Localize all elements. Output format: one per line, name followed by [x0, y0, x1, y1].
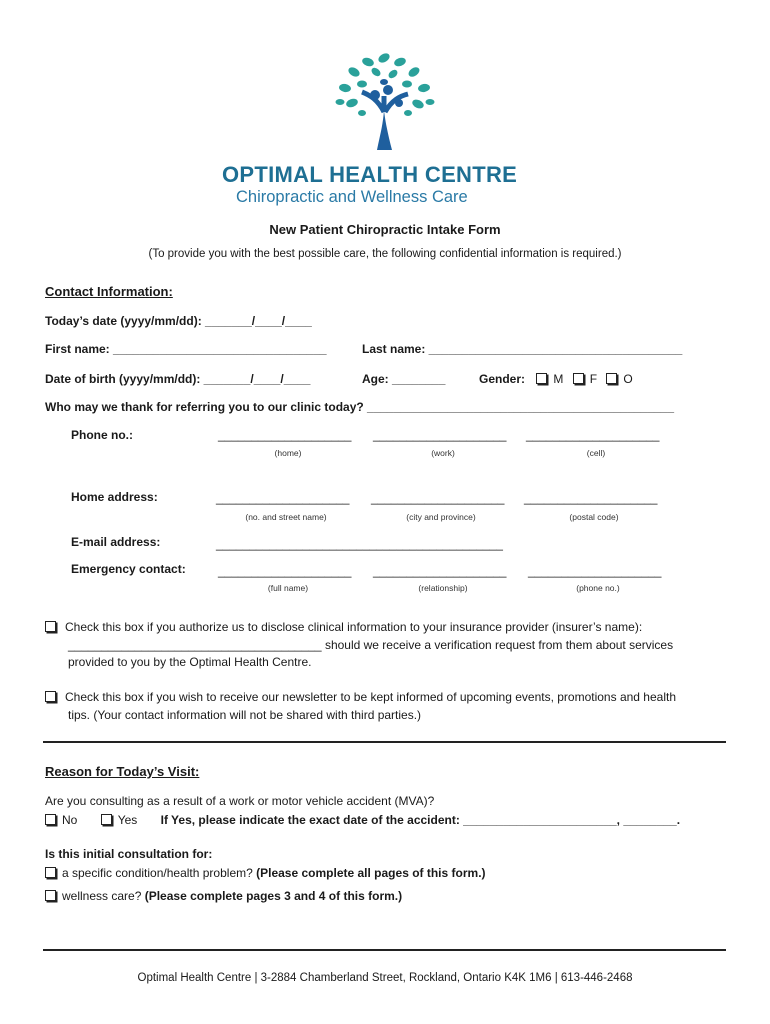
caption-postal: (postal code) [569, 512, 619, 522]
referral-field[interactable]: Who may we thank for referring you to our clinic today? ______________________________________________ [45, 400, 675, 414]
dob-field[interactable]: Date of birth (yyyy/mm/dd): _______/____/____ [45, 372, 311, 386]
checkbox-icon[interactable] [536, 373, 547, 384]
checkbox-icon[interactable] [45, 814, 56, 825]
checkbox-icon[interactable] [101, 814, 112, 825]
caption-work: (work) [431, 448, 455, 458]
option-wellness-care[interactable]: wellness care? (Please complete pages 3 and 4 of this form.) [45, 889, 402, 903]
todays-date-field[interactable]: Today’s date (yyyy/mm/dd): _______/____/____ [45, 314, 312, 328]
checkbox-icon[interactable] [45, 867, 56, 878]
newsletter-consent-text: Check this box if you wish to receive our newsletter to be kept informed of upcoming events, promotions and health [65, 690, 676, 704]
caption-cell: (cell) [586, 448, 606, 458]
first-name-field[interactable]: First name: ________________________________ [45, 342, 327, 356]
email-label: E-mail address: [71, 535, 161, 549]
mva-answer-row [45, 813, 680, 827]
gender-field [479, 372, 633, 386]
address-postal-field[interactable]: ____________________ [524, 491, 658, 505]
newsletter-consent [45, 689, 676, 724]
caption-relationship: (relationship) [418, 583, 468, 593]
caption-emergency-phone: (phone no.) [576, 583, 620, 593]
insurance-consent-text: Check this box if you authorize us to disclose clinical information to your insurance provider (insurer’s name): [65, 620, 643, 634]
initial-consult-heading: Is this initial consultation for: [45, 847, 213, 861]
checkbox-icon[interactable] [573, 373, 584, 384]
phone-cell-field[interactable]: ____________________ [526, 428, 660, 442]
checkbox-icon[interactable] [45, 890, 56, 901]
phone-label: Phone no.: [71, 428, 133, 442]
brand-name: OPTIMAL HEALTH CENTRE [222, 162, 518, 187]
address-street-field[interactable]: ____________________ [216, 491, 350, 505]
insurer-name-field[interactable]: ______________________________________ should we receive a verification request from them about services [68, 637, 674, 652]
emergency-phone-field[interactable]: ____________________ [528, 564, 662, 578]
address-city-field[interactable]: ____________________ [371, 491, 505, 505]
gender-option-m[interactable]: M [536, 372, 569, 386]
option-specific-condition[interactable]: a specific condition/health problem? (Please complete all pages of this form.) [45, 866, 486, 880]
caption-city: (city and province) [406, 512, 476, 522]
mva-no-option[interactable]: No [45, 813, 77, 827]
emergency-relationship-field[interactable]: ____________________ [373, 564, 507, 578]
visit-heading: Reason for Today’s Visit: [45, 764, 200, 779]
footer-divider [43, 949, 726, 951]
form-title: New Patient Chiropractic Intake Form [269, 222, 501, 237]
accident-date-field[interactable]: If Yes, please indicate the exact date of the accident: _______________________, ________. [160, 813, 681, 827]
footer-address: Optimal Health Centre | 3-2884 Chamberland Street, Rockland, Ontario K4K 1M6 | 613-446-2468 [137, 972, 633, 984]
newsletter-checkbox[interactable] [45, 691, 56, 702]
brand-tagline: Chiropractic and Wellness Care [236, 188, 468, 206]
emergency-name-field[interactable]: ____________________ [218, 564, 352, 578]
mva-question: Are you consulting as a result of a work or motor vehicle accident (MVA)? [45, 794, 435, 808]
insurance-consent [45, 619, 673, 672]
checkbox-icon[interactable] [606, 373, 617, 384]
section-divider [43, 741, 726, 743]
caption-street: (no. and street name) [245, 512, 327, 522]
gender-option-f[interactable]: F [573, 372, 603, 386]
newsletter-consent-text-end: tips. (Your contact information will not be shared with third parties.) [68, 707, 422, 722]
caption-home: (home) [274, 448, 302, 458]
email-field[interactable]: ___________________________________________ [216, 537, 503, 551]
last-name-field[interactable]: Last name: ______________________________________ [362, 342, 683, 356]
gender-label: Gender: [479, 372, 526, 386]
age-field[interactable]: Age: ________ [362, 372, 446, 386]
form-subtitle: (To provide you with the best possible care, the following confidential information is required.) [148, 248, 622, 260]
gender-option-o[interactable]: O [606, 372, 632, 386]
insurance-checkbox[interactable] [45, 621, 56, 632]
emergency-label: Emergency contact: [71, 562, 186, 576]
tree-logo-icon [0, 0, 770, 150]
address-label: Home address: [71, 490, 158, 504]
insurance-consent-text-end: provided to you by the Optimal Health Centre. [68, 655, 312, 669]
caption-fullname: (full name) [267, 583, 309, 593]
logo [0, 0, 770, 215]
phone-home-field[interactable]: ____________________ [218, 428, 352, 442]
phone-work-field[interactable]: ____________________ [373, 428, 507, 442]
contact-heading: Contact Information: [45, 284, 173, 299]
mva-yes-option[interactable]: Yes [101, 813, 138, 827]
